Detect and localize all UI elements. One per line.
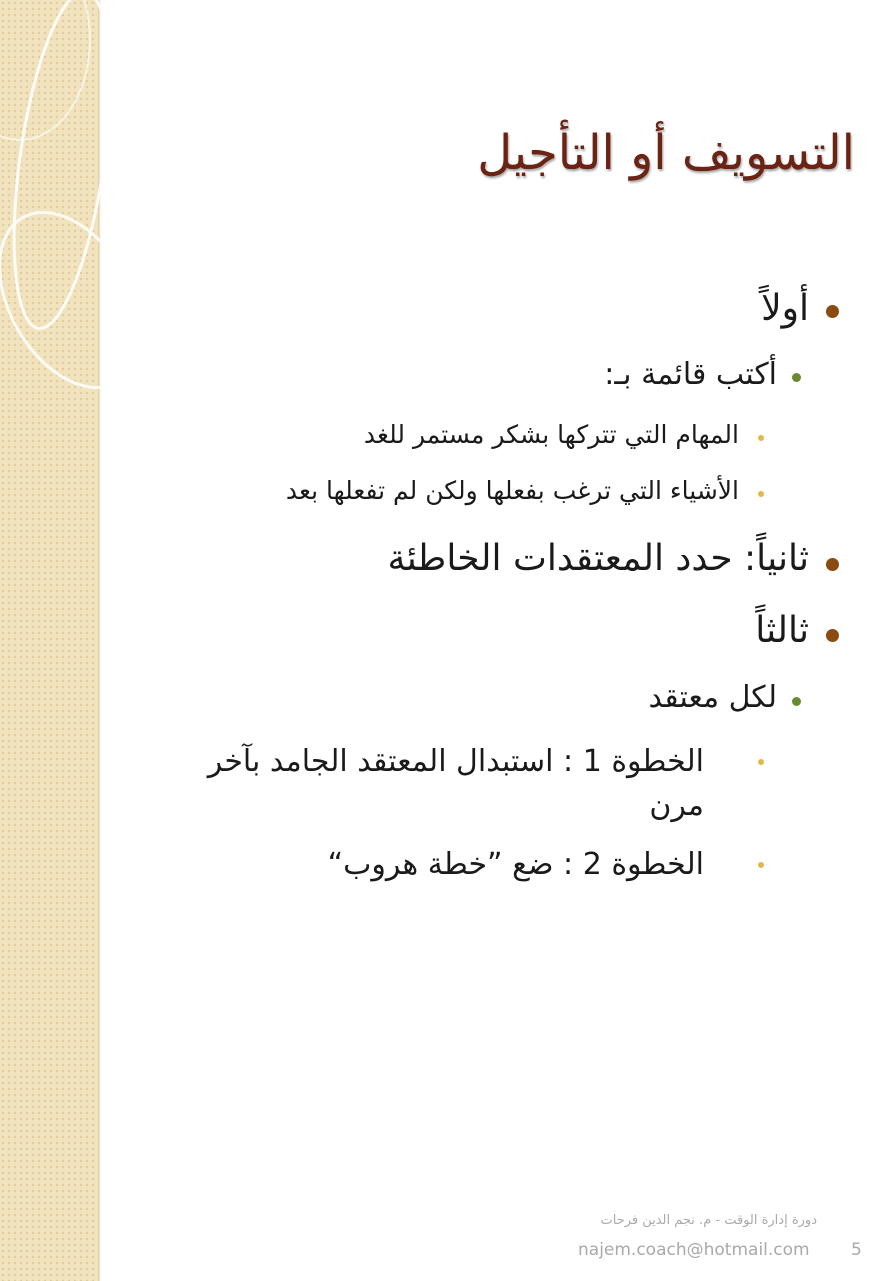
bullet-level1-icon	[826, 629, 839, 642]
bullet-level3-icon	[758, 435, 764, 441]
bullet-level1-icon	[826, 558, 839, 571]
decorative-swirls	[0, 0, 101, 400]
list-item-first: أولاً	[761, 288, 809, 329]
footer-email: najem.coach@hotmail.com	[578, 1240, 810, 1260]
list-item-each-belief: لكل معتقد	[648, 680, 777, 715]
list-item-third: ثالثاً	[755, 610, 809, 651]
bullet-level3-icon	[758, 862, 764, 868]
slide-title: التسويف أو التأجيل	[477, 125, 855, 181]
list-item-write-list: أكتب قائمة بـ:	[604, 357, 777, 392]
bullet-level3-icon	[758, 759, 764, 765]
bullet-level2-icon	[792, 697, 801, 706]
list-item-tasks: المهام التي تتركها بشكر مستمر للغد	[363, 420, 739, 449]
slide-number: 5	[851, 1240, 862, 1260]
list-item-second: ثانياً: حدد المعتقدات الخاطئة	[387, 538, 809, 579]
footer-course-name: دورة إدارة الوقت - م. نجم الدين فرحات	[600, 1213, 817, 1228]
bullet-level3-icon	[758, 491, 764, 497]
bullet-level2-icon	[792, 373, 801, 382]
list-item-step-2: الخطوة 2 : ضع ”خطة هروب“	[327, 847, 704, 882]
list-item-things: الأشياء التي ترغب بفعلها ولكن لم تفعلها بعد	[285, 476, 739, 505]
bullet-level1-icon	[826, 305, 839, 318]
list-item-step-1: الخطوة 1 : استبدال المعتقد الجامد بآخر مرن	[207, 744, 704, 823]
